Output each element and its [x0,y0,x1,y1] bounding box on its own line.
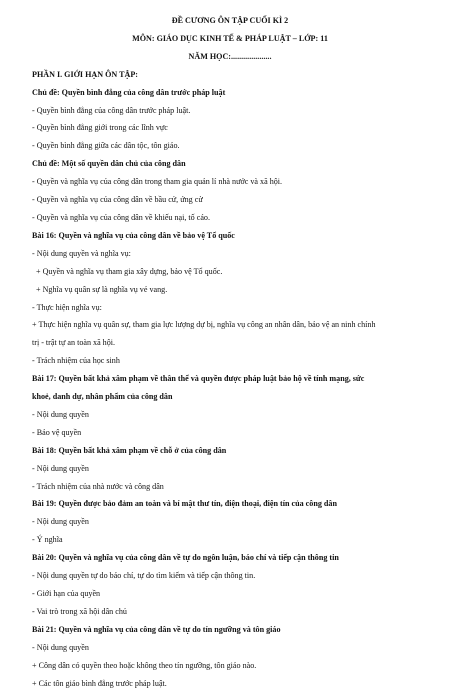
body-line: - Bảo vệ quyền [32,427,82,437]
body-line: + Công dân có quyền theo hoặc không theo tín ngưỡng, tôn giáo nào. [32,660,257,670]
document-title: ĐỀ CƯƠNG ÔN TẬP CUỐI KÌ 2 [171,16,289,25]
body-line: - Quyền bình đẳng giữa các dân tộc, tôn giáo. [32,141,180,151]
body-line: - Nội dung quyền [32,517,89,527]
body-line: + Quyền và nghĩa vụ tham gia xây dựng, bảo vệ Tổ quốc. [36,266,223,276]
body-line: + Các tôn giáo bình đẳng trước pháp luật. [32,678,167,688]
body-line: + Nghĩa vụ quân sự là nghĩa vụ vẻ vang. [36,284,168,294]
body-line: trị - trật tự an toàn xã hội. [32,338,116,348]
section-heading: Bài 16: Quyền và nghĩa vụ của công dân về bảo vệ Tổ quốc [32,230,235,240]
body-line: + Thực hiện nghĩa vụ quân sự, tham gia lực lượng dự bị, nghĩa vụ công an nhân dân, bảo vệ an ninh chính [32,320,376,330]
body-line: - Nội dung quyền [32,463,89,473]
body-line: - Nội dung quyền và nghĩa vụ: [32,248,131,258]
section-title: PHẦN I. GIỚI HẠN ÔN TẬP: [32,69,138,79]
body-line: - Trách nhiệm của học sinh [32,356,120,366]
document-subject: MÔN: GIÁO DỤC KINH TẾ & PHÁP LUẬT – LỚP: 11 [132,33,328,43]
body-line: - Quyền bình đẳng giới trong các lĩnh vực [32,123,168,133]
body-line: - Quyền và nghĩa vụ của công dân về bầu cử, ứng cử [32,195,203,205]
section-heading: Chủ đề: Một số quyền dân chủ của công dân [32,159,186,169]
section-heading: Bài 21: Quyền và nghĩa vụ của công dân về tự do tín ngưỡng và tôn giáo [32,624,281,634]
body-line: - Nội dung quyền tự do báo chí, tự do tìm kiếm và tiếp cận thông tin. [32,571,256,581]
section-heading: Bài 19: Quyền được bảo đảm an toàn và bí mật thư tín, điện thoại, điện tín của công dân [32,499,337,509]
section-heading: Chủ đề: Quyền bình đẳng của công dân trước pháp luật [32,87,226,97]
body-line: - Giới hạn của quyền [32,589,101,598]
body-line: - Quyền bình đẳng của công dân trước pháp luật. [32,105,191,115]
section-heading: khoẻ, danh dự, nhân phẩm của công dân [32,392,173,402]
body-line: - Quyền và nghĩa vụ của công dân về khiếu nại, tố cáo. [32,212,211,222]
section-heading: Bài 20: Quyền và nghĩa vụ của công dân về tự do ngôn luận, báo chí và tiếp cận thông tin [32,553,339,563]
body-line: - Nội dung quyền [32,642,89,652]
body-line: - Trách nhiệm của nhà nước và công dân [32,481,164,491]
body-line: - Thực hiện nghĩa vụ: [32,302,102,312]
body-line: - Ý nghĩa [32,535,63,545]
document-school-year: NĂM HỌC:.................... [188,51,272,61]
section-heading: Bài 17: Quyền bất khả xâm phạm về thân thể và quyền được pháp luật bảo hộ về tính mạng, sức [32,374,365,384]
document-body [32,84,428,692]
body-line: - Nội dung quyền [32,409,89,419]
body-line: - Quyền và nghĩa vụ của công dân trong tham gia quản lí nhà nước và xã hội. [32,177,283,187]
section-heading: Bài 18: Quyền bất khả xâm phạm về chỗ ở của công dân [32,445,227,455]
body-line: - Vai trò trong xã hội dân chủ [32,606,127,616]
